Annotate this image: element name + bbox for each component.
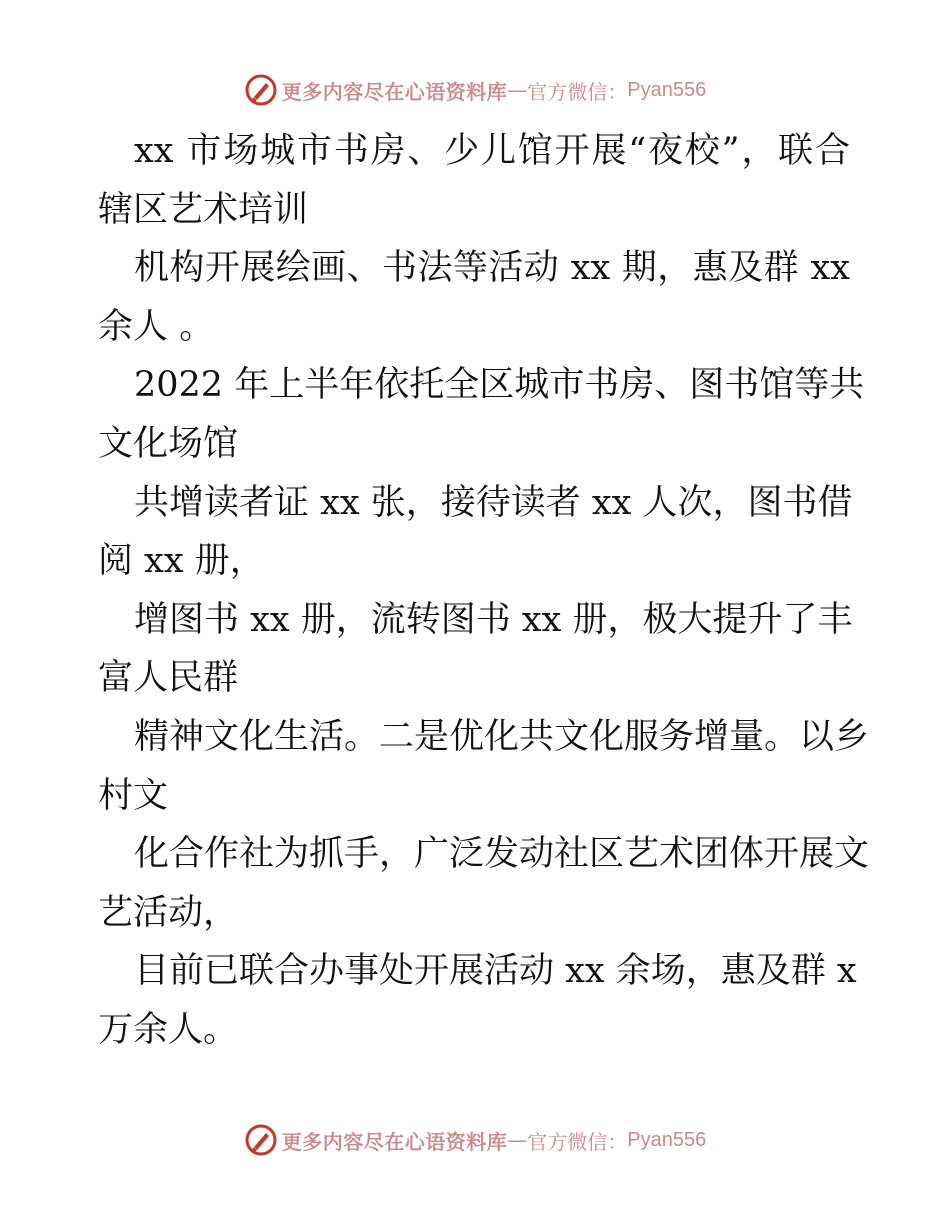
- body-line: 艺活动，: [98, 892, 239, 933]
- body-line: 目前已联合办事处开展活动 xx 余场，惠及群 x: [134, 951, 857, 992]
- body-line: 共增读者证 xx 张，接待读者 xx 人次，图书借: [134, 482, 853, 523]
- body-line: 增图书 xx 册，流转图书 xx 册，极大提升了丰: [134, 599, 853, 640]
- watermark-dash: —: [507, 1128, 528, 1152]
- pen-logo-icon: [244, 1123, 278, 1157]
- body-line: 村文: [98, 775, 169, 816]
- pen-logo-icon: [244, 73, 278, 107]
- body-line: 阅 xx 册，: [98, 541, 265, 582]
- watermark-contact-label: 官方微信：: [527, 1129, 628, 1154]
- body-line: 化合作社为抓手，广泛发动社区艺术团体开展文: [134, 834, 870, 875]
- watermark-contact-id: Pyan556: [627, 78, 707, 101]
- watermark-contact-id: Pyan556: [627, 1128, 707, 1151]
- header-watermark: [0, 70, 950, 110]
- body-line: 机构开展绘画、书法等活动 xx 期，惠及群 xx: [134, 248, 850, 289]
- watermark-contact-label: 官方微信：: [527, 79, 628, 104]
- footer-watermark: [0, 1120, 950, 1160]
- document-body: [98, 122, 870, 1060]
- body-line: 精神文化生活。二是优化共文化服务增量。以乡: [134, 716, 870, 757]
- body-line: 文化场馆: [98, 423, 239, 464]
- watermark-dash: —: [507, 78, 528, 102]
- watermark-text: 更多内容尽在心语资料库: [281, 1129, 508, 1154]
- body-line: xx 市场城市书房、少儿馆开展“夜校”，联合: [134, 131, 850, 171]
- body-line: 富人民群: [98, 658, 239, 699]
- body-line: 2022 年上半年依托全区城市书房、图书馆等共: [134, 365, 865, 406]
- body-line: 万余人。: [98, 1009, 239, 1050]
- watermark-text: 更多内容尽在心语资料库: [281, 79, 508, 104]
- body-line: 余人 。: [98, 306, 215, 347]
- body-line: 辖区艺术培训: [98, 189, 309, 230]
